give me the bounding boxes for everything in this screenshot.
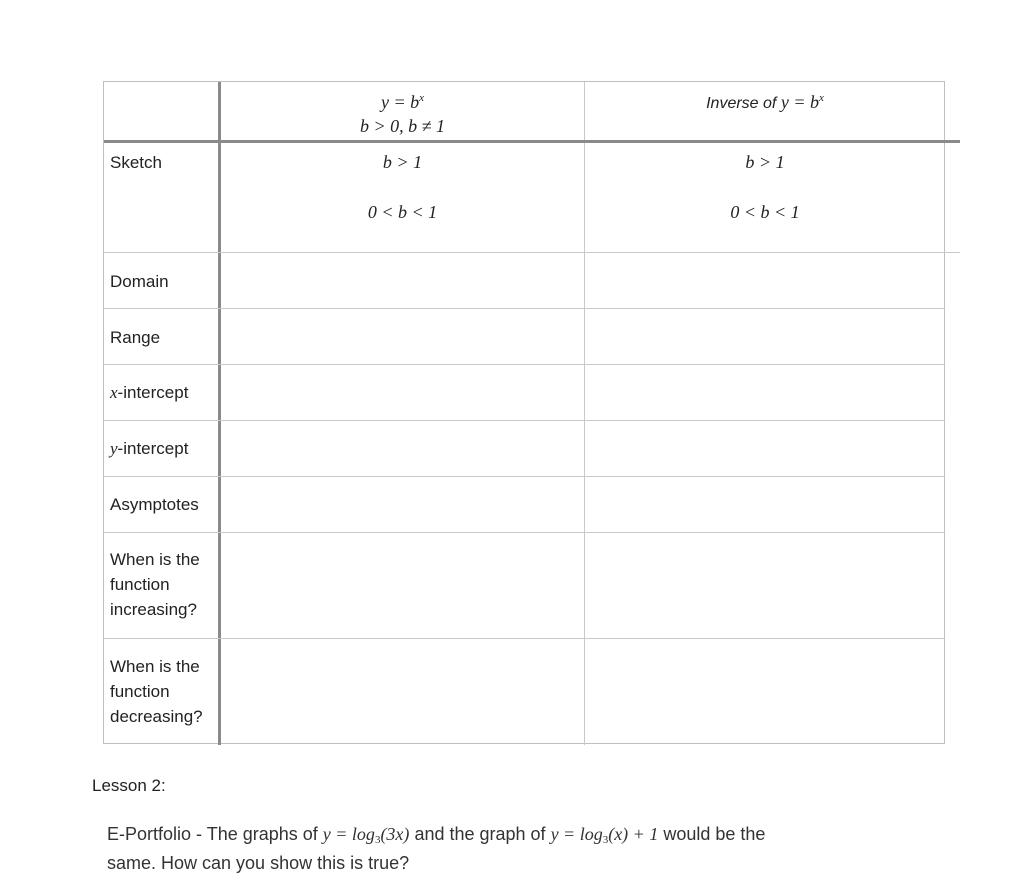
header-function [221,90,584,138]
header-function-condition: b > 0, b ≠ 1 [359,116,446,136]
eportfolio-prompt: E-Portfolio - The graphs of $y = \log_3(3x)$ and the graph of $y = \log_3(x) + 1$ would be the same. How can you show this is true? [107,824,766,873]
row-label-range: Range [110,328,161,347]
lesson-heading: Lesson 2: [92,776,166,795]
sketch-inverse-case-b-between: 0 < b < 1 [730,202,800,222]
header-inverse: Inverse of $y = b^x$ [706,92,824,112]
column-divider [584,82,585,745]
header-function-equation: $y = b^x$ [380,92,425,112]
row-divider [104,638,945,639]
row-label-increasing: When is the function increasing? [110,550,200,619]
properties-table [103,81,945,744]
row-label-y-intercept: y-intercept [110,439,189,458]
column-divider [218,82,221,745]
header-inverse-equation: y = b [780,92,819,112]
row-divider [104,252,960,253]
row-label-x-intercept: x-intercept [110,383,189,402]
row-divider [104,364,945,365]
row-divider [104,308,945,309]
sketch-function-case-b-between: 0 < b < 1 [367,202,438,222]
row-divider [104,532,945,533]
sketch-inverse-case-b-greater-1: b > 1 [745,152,785,172]
row-label-domain: Domain [110,272,169,291]
row-label-sketch: Sketch [110,153,162,172]
row-divider [104,476,945,477]
header-divider [104,140,960,143]
header-inverse-label: Inverse of [706,95,777,112]
row-divider [104,420,945,421]
row-label-decreasing: When is the function decreasing? [110,657,203,726]
row-label-asymptotes: Asymptotes [110,495,199,514]
sketch-function-case-b-greater-1: b > 1 [382,152,423,172]
